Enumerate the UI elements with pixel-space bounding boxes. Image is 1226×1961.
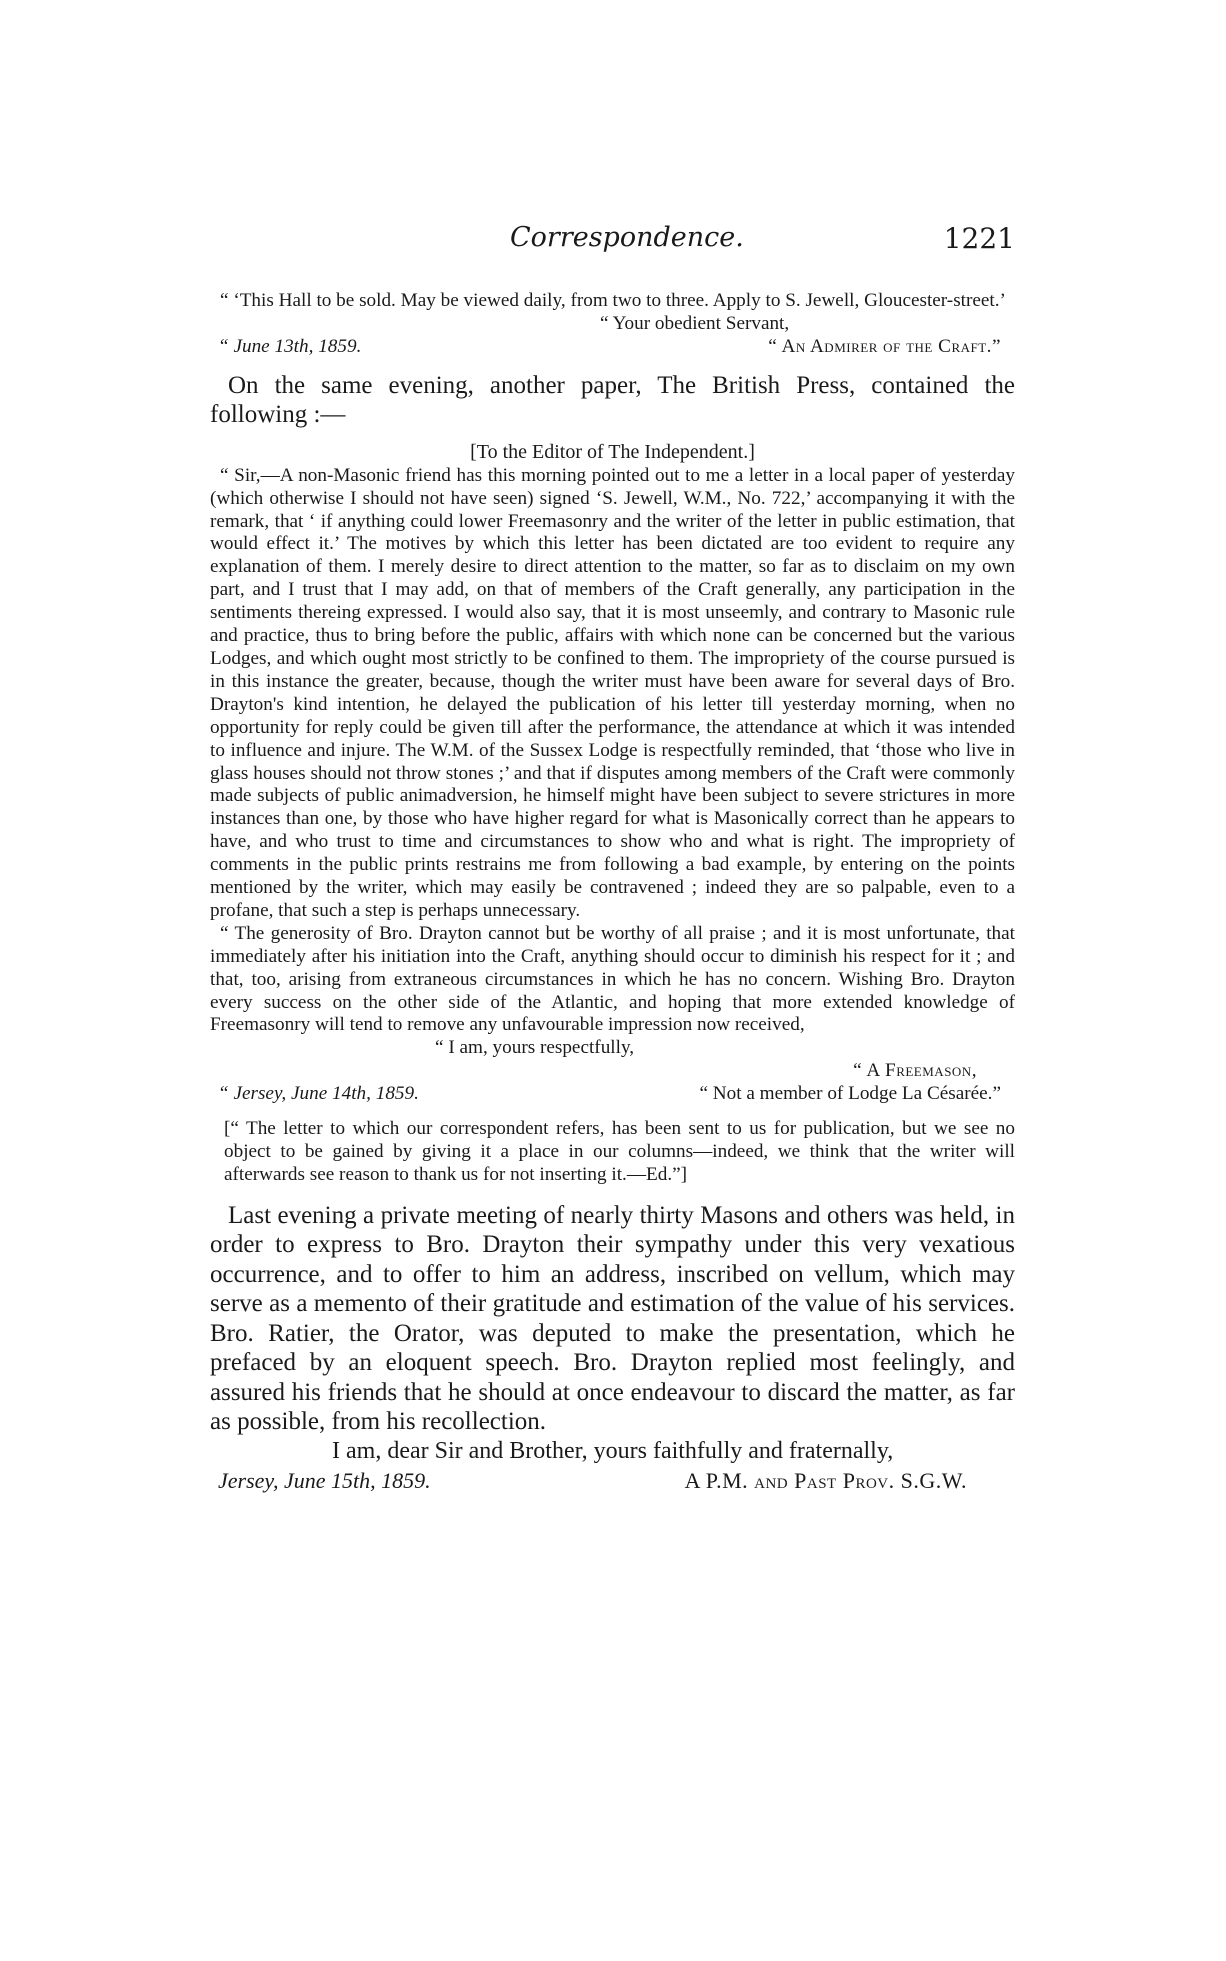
closing-name: A P.M. and Past Prov. S.G.W. — [684, 1467, 967, 1493]
page-number: 1221 — [943, 222, 1015, 255]
signature-name-1: “ An Admirer of the Craft.” — [768, 335, 1001, 357]
signature-date-1: “ June 13th, 1859. — [218, 335, 362, 357]
signature-row-2 — [210, 1083, 1015, 1106]
editor-heading: [To the Editor of The Independent.] — [470, 440, 755, 463]
page-body — [210, 290, 1015, 1495]
closing-line: I am, dear Sir and Brother, yours faithfully and fraternally, — [332, 1437, 894, 1464]
closing-row — [210, 1466, 1015, 1495]
signature-row-1 — [210, 336, 1015, 359]
paragraph-last-evening: Last evening a private meeting of nearly thirty Masons and others was held, in order to express to Bro. Drayton their sympathy under this very vexatious occurrence, and to offer to him an address, inscribed on vellum, which may serve as a memento of their gratitude and estimation of the value of his services. Bro. Ratier, the Orator, was deputed to make the presentation, which he prefaced by an eloquent speech. Bro. Drayton replied most feelingly, and assured his friends that he should at once endeavour to discard the matter, as far as possible, from his recollection. — [210, 1201, 1015, 1436]
signature-name-2: “ A Freemason, — [853, 1060, 977, 1082]
page-header — [210, 222, 1015, 262]
paragraph-same-evening: On the same evening, another paper, The British Press, contained the following :— — [210, 371, 1015, 429]
signature-note-2: “ Not a member of Lodge La Césarée.” — [699, 1083, 1001, 1105]
signature-closing-2: “ I am, yours respectfully, — [435, 1037, 635, 1059]
signature-servant: “ Your obedient Servant, — [600, 312, 790, 334]
running-title: Correspondence. — [510, 222, 744, 253]
editor-note: [“ The letter to which our correspondent refers, has been sent to us for publication, but we see no object to be gained by giving it a place in our columns—indeed, we think that the writer will afterwards see reason to thank us for not inserting it.—Ed.”] — [224, 1118, 1015, 1185]
letter-paragraph-1: “ Sir,—A non-Masonic friend has this morning pointed out to me a letter in a local paper of yesterday (which otherwise I should not have seen) signed ‘S. Jewell, W.M., No. 722,’ accompanying it with the remark, that ‘ if anything could lower Freemasonry and the writer of the letter in public estimation, that would effect it.’ The motives by which this letter has been dictated are too evident to require any explanation of them. I merely desire to direct attention to the matter, so far as to disclaim on my own part, and I trust that I may add, on that of members of the Craft generally, any participation in the sentiments thereing expressed. I would also say, that it is most unseemly, and contrary to Masonic rule and practice, thus to bring before the public, affairs with which none can be concerned but the various Lodges, and which ought most strictly to be confined to them. The impropriety of the course pursued is in this instance the greater, because, though the writer must have been aware for several days of Bro. Drayton's kind intention, he delayed the publication of his letter till yesterday morning, when no opportunity for reply could be given till after the performance, the attendance at which it was intended to influence and injure. The W.M. of the Sussex Lodge is respectfully reminded, that ‘those who live in glass houses should not throw stones ;’ and that if disputes among members of the Craft were commonly made subjects of public animadversion, he himself might have been subject to severe strictures in more instances than one, by those who have higher regard for what is Masonically correct than he appears to have, and who trust to time and circumstances to show who and what is right. The impropriety of comments in the public prints restrains me from following a bad example, by entering on the points mentioned by the writer, which may easily be contravened ; indeed they are so palpable, even to a profane, that such a step is perhaps unnecessary. — [210, 464, 1015, 921]
letter-paragraph-2: “ The generosity of Bro. Drayton cannot but be worthy of all praise ; and it is most unfortunate, that immediately after his initiation into the Craft, anything should occur to diminish his respect for it ; and that, too, arising from extraneous circumstances in which he has no concern. Wishing Bro. Drayton every success on the other side of the Atlantic, and hoping that more extended knowledge of Freemasonry will tend to remove any unfavourable impression now received, — [210, 922, 1015, 1036]
signature-date-2: “ Jersey, June 14th, 1859. — [218, 1083, 419, 1105]
paragraph-hall-notice: “ ‘This Hall to be sold. May be viewed daily, from two to three. Apply to S. Jewell, Gloucester-street.’ — [220, 290, 1006, 311]
closing-date: Jersey, June 15th, 1859. — [218, 1467, 431, 1493]
